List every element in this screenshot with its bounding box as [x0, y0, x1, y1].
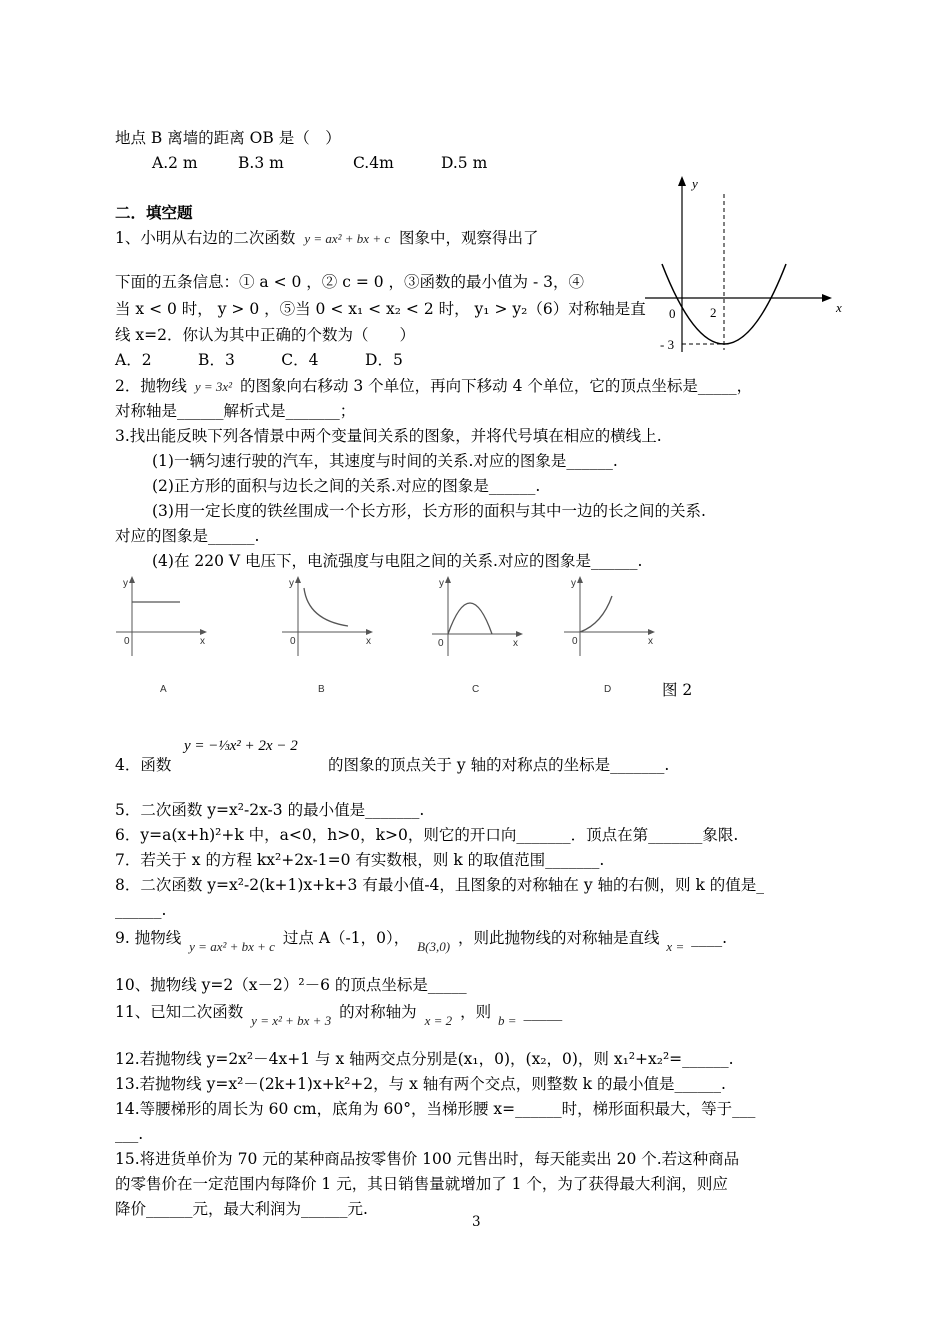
q13-line: 13.若抛物线 y=x²－(2k+1)x+k²+2，与 x 轴有两个交点，则整数 k 的最小值是______. [115, 1075, 726, 1093]
graph-tick-2: 2 [710, 305, 717, 320]
section-title: 二．填空题 [115, 204, 193, 222]
q3-situation-3-cont: 对应的图象是______. [115, 527, 260, 545]
graph-c-y-arrow [445, 576, 451, 583]
q2-text-b: 的图象向右移动 3 个单位，再向下移动 4 个单位，它的顶点坐标是_____， [239, 377, 753, 395]
q10-option-a: A.2 m [152, 154, 198, 172]
graph-c-curve [448, 603, 492, 634]
graph-b-y-label: y [289, 578, 294, 589]
q15-line3: 降价______元，最大利润为______元. [115, 1200, 368, 1218]
graph-a-origin: 0 [124, 636, 130, 647]
q11-text-a: 11、已知二次函数 [115, 1003, 244, 1021]
q11-text-d: _____ [523, 1003, 563, 1021]
q11-text-b: 的对称轴为 [339, 1003, 417, 1021]
q15-line1: 15.将进货单价为 70 元的某种商品按零售价 100 元售出时，每天能卖出 20 个.若这种商品 [115, 1150, 740, 1168]
q2-line2: 对称轴是______解析式是_______； [115, 402, 356, 420]
q4-formula: y = −⅓x² + 2x − 2 [184, 738, 298, 754]
graph-a-y-label: y [123, 578, 128, 589]
q14-line2: ___. [115, 1125, 144, 1143]
graph-b-y-arrow [295, 576, 301, 583]
graph-d-origin: 0 [572, 636, 578, 647]
graph-c-origin: 0 [438, 638, 444, 649]
graph-d-y-label: y [571, 578, 576, 589]
q3-intro: 3.找出能反映下列各情景中两个变量间关系的图象，并将代号填在相应的横线上. [115, 427, 662, 445]
q5-line: 5．二次函数 y=x²-2x-3 的最小值是_______. [115, 801, 425, 819]
graph-x-arrow [822, 294, 832, 302]
q4-text: 的图象的顶点关于 y 轴的对称点的坐标是_______. [328, 756, 670, 774]
q1-text-b: 图象中，观察得出了 [399, 229, 539, 247]
q11-line [115, 1002, 563, 1028]
q9-line [115, 928, 728, 954]
q11-formula-2: x = 2 [424, 1013, 453, 1028]
q10-option-b: B.3 m [238, 154, 284, 172]
q2-line1 [115, 376, 752, 397]
graph-b-x-label: x [366, 636, 371, 647]
q14-line1: 14.等腰梯形的周长为 60 cm，底角为 60°，当梯形腰 x=______时，梯形面积最大，等于___ [115, 1100, 756, 1118]
q9-text-c: ，则此抛物线的对称轴是直线 [457, 929, 660, 947]
graph-a-caption: A [160, 684, 167, 695]
q3-situation-3: (3)用一定长度的铁丝围成一个长方形，长方形的面积与其中一边的长之间的关系. [152, 502, 706, 520]
q12-line: 12.若抛物线 y=2x²－4x+1 与 x 轴两交点分别是(x₁，0)，(x₂，0)，则 x₁²+x₂²=______. [115, 1050, 734, 1068]
graph-a [116, 576, 207, 695]
graph-y-arrow [678, 176, 686, 186]
q10-line: 10、抛物线 y=2（x－2）²－6 的顶点坐标是_____ [115, 976, 467, 994]
q1-line1 [115, 228, 539, 249]
q10-option-d: D.5 m [441, 154, 488, 172]
graph-c-x-label: x [513, 638, 518, 649]
q11-formula-1: y = x² + bx + 3 [251, 1013, 332, 1028]
graph-c-caption: C [472, 684, 480, 695]
graph-a-y-arrow [129, 576, 135, 583]
graph-d [564, 576, 655, 695]
q8-line2: ______. [115, 901, 167, 919]
q2-text-a: 2．抛物线 [115, 377, 187, 395]
q9-formula-3: x = [666, 939, 685, 954]
graph-d-caption: D [604, 684, 612, 695]
q9-text-a: 9. 抛物线 [115, 929, 182, 947]
graph-y-label: y [692, 176, 698, 191]
q1-line3: 当 x < 0 时， y > 0 ，⑤当 0 < x₁ < x₂ < 2 时， y₁ > y₂（6）对称轴是直 [115, 300, 646, 318]
graph-d-y-arrow [577, 576, 583, 583]
q1-line4: 线 x=2．你认为其中正确的个数为（ ） [115, 326, 416, 344]
parabola-curve [662, 264, 786, 344]
q3-situation-4: (4)在 220 V 电压下，电流强度与电阻之间的关系.对应的图象是______. [152, 552, 643, 570]
graph-c-x-arrow [516, 631, 523, 637]
graph-b-caption: B [318, 684, 325, 695]
page-number: 3 [472, 1214, 481, 1230]
q10-option-c: C.4m [353, 154, 394, 172]
figure-2-graphs [110, 574, 693, 704]
graph-b-x-arrow [366, 629, 373, 635]
figure-2-label: 图 2 [662, 681, 693, 699]
q15-line2: 的零售价在一定范围内每降价 1 元，其日销售量就增加了 1 个，为了获得最大利润，则应 [115, 1175, 728, 1193]
graph-c-y-label: y [439, 578, 444, 589]
q9-formula-2: B(3,0) [417, 939, 451, 954]
q9-text-b: 过点 A（-1，0）， [282, 929, 410, 947]
graph-c [432, 576, 523, 695]
q4-label: 4．函数 [115, 756, 172, 774]
graph-b [282, 576, 373, 695]
q11-formula-3: b = [498, 1013, 517, 1028]
q11-text-c: ，则 [460, 1003, 492, 1021]
q8-line1: 8．二次函数 y=x²-2(k+1)x+k+3 有最小值-4，且图象的对称轴在 y 轴的右侧，则 k 的值是_ [115, 876, 765, 894]
graph-a-x-label: x [200, 636, 205, 647]
q2-formula: y = 3x² [194, 379, 233, 394]
graph-origin-label: 0 [669, 306, 676, 321]
q6-line: 6．y=a(x+h)²+k 中，a<0，h>0，k>0，则它的开口向_______．顶点在第_______象限. [115, 826, 739, 844]
q3-situation-2: (2)正方形的面积与边长之间的关系.对应的图象是______. [152, 477, 541, 495]
graph-a-x-arrow [200, 629, 207, 635]
graph-d-x-label: x [648, 636, 653, 647]
q1-options: A．2 B．3 C．4 D．5 [115, 351, 403, 369]
graph-b-origin: 0 [290, 636, 296, 647]
graph-b-curve [304, 588, 348, 626]
q1-formula: y = ax² + bx + c [304, 231, 391, 246]
parabola-graph [640, 172, 850, 362]
q3-situation-1: (1)一辆匀速行驶的汽车，其速度与时间的关系.对应的图象是______. [152, 452, 618, 470]
graph-x-label: x [836, 300, 842, 315]
q10-end-line: 地点 B 离墙的距离 OB 是（ ） [115, 129, 341, 147]
graph-d-x-arrow [648, 629, 655, 635]
q1-line2: 下面的五条信息：① a < 0 ，② c = 0 ，③函数的最小值为 - 3，④ [115, 273, 584, 291]
q1-text-a: 1、小明从右边的二次函数 [115, 229, 296, 247]
graph-tick-neg3: - 3 [660, 337, 675, 352]
q9-formula-1: y = ax² + bx + c [189, 939, 275, 954]
graph-d-curve [580, 596, 612, 632]
q7-line: 7．若关于 x 的方程 kx²+2x-1=0 有实数根，则 k 的取值范围_______. [115, 851, 605, 869]
q9-text-d: ____. [691, 929, 728, 947]
